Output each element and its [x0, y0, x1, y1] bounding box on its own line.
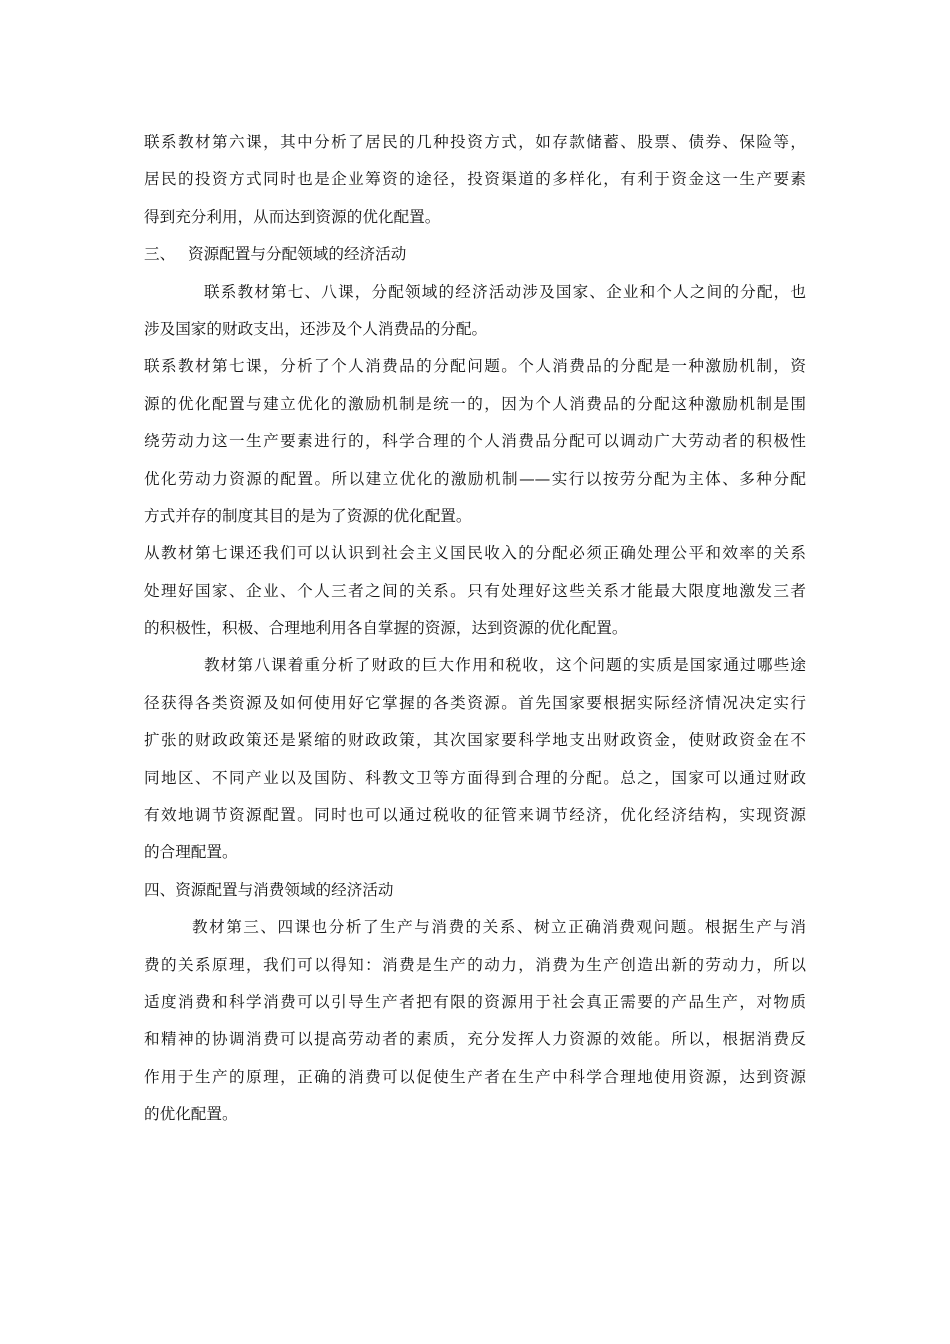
text-line: 居民的投资方式同时也是企业筹资的途径，投资渠道的多样化，有利于资金这一生产要素 [144, 170, 806, 189]
section-number: 三、 [144, 245, 176, 264]
text-line: 的优化配置。 [144, 1105, 238, 1124]
text-line: 费的关系原理，我们可以得知：消费是生产的动力，消费为生产创造出新的劳动力，所以 [144, 955, 806, 974]
section-heading-4: 四、资源配置与消费领域的经济活动 [144, 880, 394, 899]
text-line: 教材第八课着重分析了财政的巨大作用和税收，这个问题的实质是国家通过哪些途 [204, 656, 806, 675]
text-line: 径获得各类资源及如何使用好它掌握的各类资源。首先国家要根据实际经济情况决定实行 [144, 693, 806, 712]
section-heading-3 [144, 236, 806, 273]
document-page [144, 124, 806, 1134]
text-line: 有效地调节资源配置。同时也可以通过税收的征管来调节经济，优化经济结构，实现资源 [144, 806, 806, 825]
text-line: 的积极性，积极、合理地利用各自掌握的资源，达到资源的优化配置。 [144, 619, 628, 638]
text-line: 适度消费和科学消费可以引导生产者把有限的资源用于社会真正需要的产品生产，对物质 [144, 992, 806, 1011]
text-line: 方式并存的制度其目的是为了资源的优化配置。 [144, 506, 472, 525]
text-line: 涉及国家的财政支出，还涉及个人消费品的分配。 [144, 319, 488, 338]
text-line: 扩张的财政政策还是紧缩的财政政策，其次国家要科学地支出财政资金，使财政资金在不 [144, 731, 806, 750]
text-line: 得到充分利用，从而达到资源的优化配置。 [144, 207, 441, 226]
text-line: 从教材第七课还我们可以认识到社会主义国民收入的分配必须正确处理公平和效率的关系 [144, 544, 806, 563]
text-line: 作用于生产的原理，正确的消费可以促使生产者在生产中科学合理地使用资源，达到资源 [144, 1067, 806, 1086]
text-line: 和精神的协调消费可以提高劳动者的素质，充分发挥人力资源的效能。所以，根据消费反 [144, 1030, 806, 1049]
text-line: 联系教材第七课，分析了个人消费品的分配问题。个人消费品的分配是一种激励机制，资 [144, 357, 806, 376]
text-line: 绕劳动力这一生产要素进行的，科学合理的个人消费品分配可以调动广大劳动者的积极性 [144, 432, 806, 451]
text-line: 联系教材第七、八课，分配领域的经济活动涉及国家、企业和个人之间的分配，也 [204, 282, 806, 301]
text-line: 优化劳动力资源的配置。所以建立优化的激励机制——实行以按劳分配为主体、多种分配 [144, 469, 806, 488]
text-line: 的合理配置。 [144, 843, 238, 862]
text-line: 处理好国家、企业、个人三者之间的关系。只有处理好这些关系才能最大限度地激发三者 [144, 581, 806, 600]
section-title: 资源配置与分配领域的经济活动 [188, 245, 407, 264]
text-line: 联系教材第六课，其中分析了居民的几种投资方式，如存款储蓄、股票、债券、保险等， [144, 133, 806, 151]
text-line: 教材第三、四课也分析了生产与消费的关系、树立正确消费观问题。根据生产与消 [192, 918, 806, 937]
text-line: 同地区、不同产业以及国防、科教文卫等方面得到合理的分配。总之，国家可以通过财政 [144, 768, 806, 787]
text-line: 源的优化配置与建立优化的激励机制是统一的，因为个人消费品的分配这种激励机制是围 [144, 394, 806, 413]
